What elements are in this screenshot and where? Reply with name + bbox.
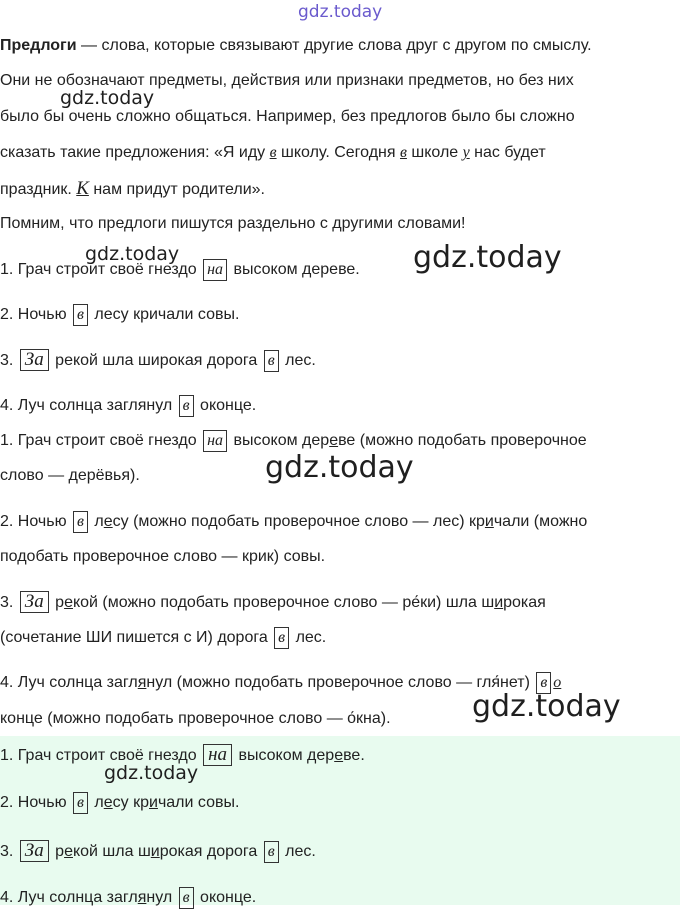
text: чали (можно bbox=[493, 513, 588, 530]
exercise-sentence-3 bbox=[0, 349, 316, 372]
text: 4. Луч солнца заглянул bbox=[0, 397, 177, 414]
watermark: gdz.today bbox=[85, 243, 180, 265]
preposition-box: на bbox=[203, 259, 227, 281]
text: нул bbox=[146, 889, 177, 906]
preposition-box: За bbox=[20, 349, 49, 371]
explained-sentence-2-cont: подобать проверочное слово — крик) совы. bbox=[0, 548, 326, 565]
text: л bbox=[89, 513, 104, 530]
text: 3. bbox=[0, 594, 18, 611]
preposition: в bbox=[269, 144, 277, 161]
answer-sentence-2 bbox=[0, 792, 239, 814]
preposition: у bbox=[462, 144, 470, 161]
vowel: и bbox=[494, 594, 504, 611]
exercise-sentence-2 bbox=[0, 304, 239, 326]
preposition-box: на bbox=[203, 744, 232, 766]
text: 2. Ночью bbox=[0, 513, 72, 530]
text: (сочетание ШИ пишется с И) дорога bbox=[0, 629, 273, 646]
text: лес. bbox=[291, 629, 327, 646]
preposition-box: За bbox=[20, 840, 49, 862]
preposition-box: в bbox=[264, 841, 279, 863]
text: кой шла ш bbox=[72, 843, 151, 860]
exercise-sentence-1 bbox=[0, 259, 360, 281]
preposition-box: в bbox=[73, 792, 88, 814]
preposition-box: в bbox=[179, 395, 194, 417]
text: оконце. bbox=[195, 397, 257, 414]
text: лесу кричали совы. bbox=[89, 306, 240, 323]
preposition-box: в bbox=[73, 511, 88, 533]
vowel: я bbox=[137, 674, 147, 691]
preposition-box: За bbox=[20, 591, 49, 613]
text: школе bbox=[406, 144, 463, 161]
watermark-top: gdz.today bbox=[298, 2, 383, 22]
vowel: о bbox=[553, 674, 562, 691]
preposition: в bbox=[399, 144, 407, 161]
vowel: е bbox=[334, 747, 344, 764]
intro-rule: Помним, что предлоги пишутся раздельно с другими словами! bbox=[0, 215, 466, 232]
text: нам придут родители». bbox=[88, 181, 265, 198]
exercise-sentence-4 bbox=[0, 395, 256, 417]
explained-sentence-3 bbox=[0, 591, 546, 614]
text: 1. Грач строит своё гнездо bbox=[0, 432, 202, 449]
answer-sentence-4 bbox=[0, 887, 256, 909]
explained-sentence-1-cont: слово — дерёвья). bbox=[0, 467, 140, 484]
vowel: е bbox=[64, 594, 73, 611]
intro-line-2: Они не обозначают предметы, действия или признаки предметов, но без них bbox=[0, 72, 574, 89]
text: 1. Грач строит своё гнездо bbox=[0, 261, 202, 278]
intro-line-5 bbox=[0, 178, 265, 201]
text: оконце. bbox=[195, 889, 257, 906]
vowel: е bbox=[329, 432, 339, 449]
preposition-box: в bbox=[274, 627, 289, 649]
preposition-box: в bbox=[536, 672, 551, 694]
text: 1. Грач строит своё гнездо bbox=[0, 747, 202, 764]
answer-sentence-3 bbox=[0, 840, 316, 863]
vowel: я bbox=[137, 889, 147, 906]
explained-sentence-1 bbox=[0, 430, 587, 452]
intro-line-1 bbox=[0, 35, 592, 57]
text: нул (можно подобать проверочное слово — гля́нет) bbox=[146, 674, 535, 691]
text: 3. bbox=[0, 352, 18, 369]
vowel: е bbox=[103, 513, 113, 530]
text: р bbox=[50, 594, 65, 611]
text: рокая bbox=[503, 594, 546, 611]
watermark: gdz.today bbox=[60, 87, 155, 109]
preposition-box: в bbox=[179, 887, 194, 909]
text: нас будет bbox=[469, 144, 546, 161]
term: Предлоги bbox=[0, 37, 77, 54]
text: су кр bbox=[112, 794, 149, 811]
text: сказать такие предложения: «Я иду bbox=[0, 144, 270, 161]
text: л bbox=[89, 794, 104, 811]
watermark: gdz.today bbox=[265, 450, 414, 485]
watermark: gdz.today bbox=[472, 689, 621, 724]
preposition-box: в bbox=[264, 350, 279, 372]
vowel: и bbox=[150, 843, 160, 860]
vowel: е bbox=[64, 843, 73, 860]
text: лес. bbox=[280, 352, 316, 369]
intro-line-3: было бы очень сложно общаться. Например, без предлогов было бы сложно bbox=[0, 108, 575, 125]
text: 2. Ночью bbox=[0, 794, 72, 811]
text: 3. bbox=[0, 843, 18, 860]
text: рокая дорога bbox=[159, 843, 262, 860]
explained-sentence-4 bbox=[0, 672, 561, 694]
text: праздник. bbox=[0, 181, 77, 198]
preposition: К bbox=[76, 178, 89, 199]
text: су (можно подобать проверочное слово — лес) кр bbox=[112, 513, 485, 530]
vowel: и bbox=[149, 794, 158, 811]
text: высоком дер bbox=[234, 747, 335, 764]
text: лес. bbox=[280, 843, 316, 860]
text: ве (можно подобать проверочное bbox=[338, 432, 587, 449]
watermark: gdz.today bbox=[413, 240, 562, 275]
text: кой (можно подобать проверочное слово — ре́ки) шла ш bbox=[72, 594, 495, 611]
vowel: е bbox=[103, 794, 113, 811]
text: 4. Луч солнца загл bbox=[0, 674, 138, 691]
text: ве. bbox=[343, 747, 365, 764]
vowel: и bbox=[484, 513, 494, 530]
text: школу. Сегодня bbox=[276, 144, 400, 161]
text: 2. Ночью bbox=[0, 306, 72, 323]
text: рекой шла широкая дорога bbox=[50, 352, 262, 369]
text: чали совы. bbox=[157, 794, 240, 811]
text: 4. Луч солнца загл bbox=[0, 889, 138, 906]
text: — слова, которые связывают другие слова друг с другом по смыслу. bbox=[76, 37, 592, 54]
text: р bbox=[50, 843, 65, 860]
intro-line-4 bbox=[0, 142, 546, 164]
explained-sentence-3-cont bbox=[0, 627, 326, 649]
explained-sentence-2 bbox=[0, 511, 587, 533]
explained-sentence-4-cont: конце (можно подобать проверочное слово — о́кна). bbox=[0, 710, 391, 727]
watermark: gdz.today bbox=[104, 762, 199, 784]
text: высоком дереве. bbox=[229, 261, 360, 278]
text: высоком дер bbox=[229, 432, 330, 449]
answer-sentence-1 bbox=[0, 744, 365, 767]
preposition-box: на bbox=[203, 430, 227, 452]
preposition-box: в bbox=[73, 304, 88, 326]
